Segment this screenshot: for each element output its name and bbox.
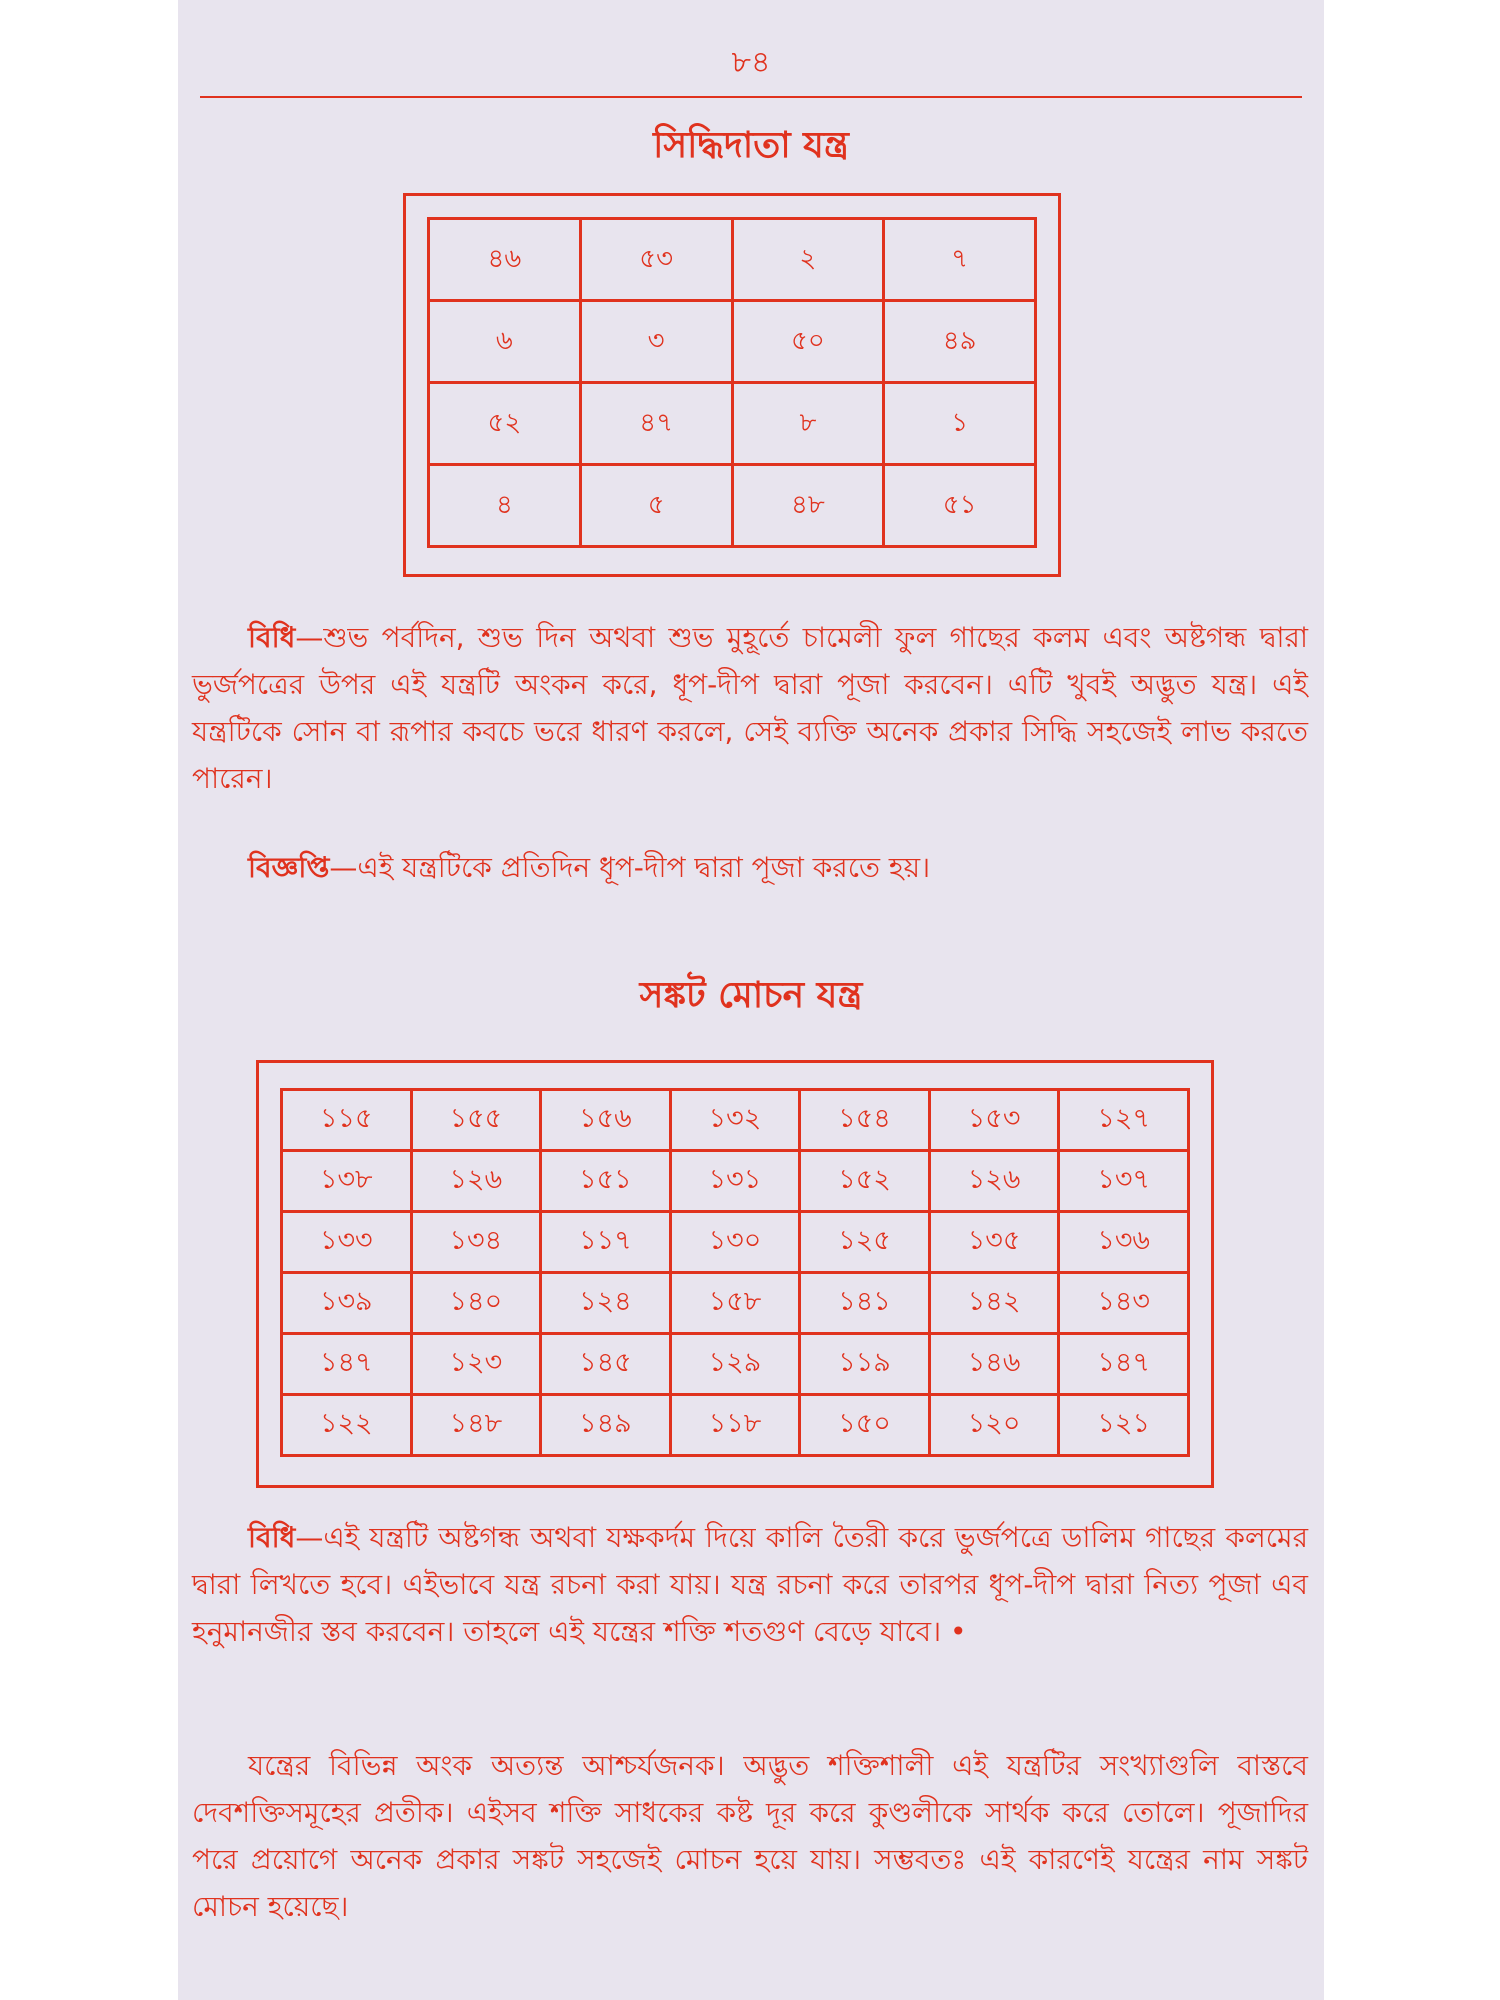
grid-cell: ১৩৭ <box>1059 1151 1189 1212</box>
grid-cell: ১৫৮ <box>670 1273 800 1334</box>
grid-cell: ১৪১ <box>800 1273 930 1334</box>
book-page <box>178 0 1324 2000</box>
header-rule <box>200 96 1302 98</box>
grid-cell: ১৩৬ <box>1059 1212 1189 1273</box>
section2-vidhi-text: —এই যন্ত্রটি অষ্টগন্ধ অথবা যক্ষকর্দম দিয়ে কালি তৈরী করে ভুর্জপত্রে ডালিম গাছের কলমের দ্বারা লিখতে হবে। এইভাবে যন্ত্র রচনা করা যায়। যন্ত্র রচনা করে তারপর ধূপ-দীপ দ্বারা নিত্য পূজা এব হনুমানজীর স্তব করবেন। তাহলে এই যন্ত্রের শক্তি শতগুণ বেড়ে যাবে। • <box>192 1521 1308 1648</box>
section1-note-heading: বিজ্ঞপ্তি <box>248 851 330 884</box>
grid-cell: ১২৬ <box>929 1151 1059 1212</box>
grid-cell: ১৫৪ <box>800 1090 930 1151</box>
grid-cell: ৪৮ <box>732 465 884 547</box>
grid-cell: ১১৯ <box>800 1334 930 1395</box>
grid-cell: ৪ <box>429 465 581 547</box>
grid-cell: ৫২ <box>429 383 581 465</box>
grid-row <box>429 465 1036 547</box>
grid-cell: ১১৫ <box>282 1090 412 1151</box>
section1-vidhi-heading: বিধি <box>248 621 296 654</box>
page-number: ৮৪ <box>731 45 771 80</box>
section2-vidhi-heading: বিধি <box>248 1521 296 1554</box>
grid-cell: ১১৮ <box>670 1395 800 1456</box>
grid-cell: ১১৭ <box>541 1212 671 1273</box>
grid-row <box>282 1212 1189 1273</box>
section1-yantra-grid <box>427 217 1037 548</box>
grid-cell: ১৩৩ <box>282 1212 412 1273</box>
section1-title: সিদ্ধিদাতা যন্ত্র <box>653 125 849 166</box>
grid-cell: ১৪৭ <box>282 1334 412 1395</box>
grid-cell: ৫ <box>580 465 732 547</box>
grid-cell: ১৩৯ <box>282 1273 412 1334</box>
section1-note-text: —এই যন্ত্রটিকে প্রতিদিন ধূপ-দীপ দ্বারা পূজা করতে হয়। <box>329 851 931 884</box>
section2-vidhi-paragraph <box>192 1514 1308 1655</box>
grid-row <box>282 1334 1189 1395</box>
section2-title: সঙ্কট মোচন যন্ত্র <box>639 975 863 1016</box>
grid-row <box>429 383 1036 465</box>
grid-cell: ৭ <box>884 219 1036 301</box>
grid-cell: ১৫৫ <box>411 1090 541 1151</box>
grid-cell: ১৫০ <box>800 1395 930 1456</box>
grid-cell: ১২৫ <box>800 1212 930 1273</box>
grid-cell: ১৪৩ <box>1059 1273 1189 1334</box>
grid-row <box>282 1273 1189 1334</box>
grid-cell: ১২৪ <box>541 1273 671 1334</box>
grid-cell: ১২৯ <box>670 1334 800 1395</box>
grid-cell: ১২২ <box>282 1395 412 1456</box>
grid-cell: ৫৩ <box>580 219 732 301</box>
grid-cell: ১৩২ <box>670 1090 800 1151</box>
grid-cell: ৬ <box>429 301 581 383</box>
grid-cell: ১৫৬ <box>541 1090 671 1151</box>
grid-cell: ১৩০ <box>670 1212 800 1273</box>
grid-cell: ১ <box>884 383 1036 465</box>
grid-cell: ১২০ <box>929 1395 1059 1456</box>
grid-cell: ১২৬ <box>411 1151 541 1212</box>
grid-cell: ১২১ <box>1059 1395 1189 1456</box>
grid-cell: ৮ <box>732 383 884 465</box>
section1-vidhi-text: —শুভ পর্বদিন, শুভ দিন অথবা শুভ মুহূর্তে চামেলী ফুল গাছের কলম এবং অষ্টগন্ধ দ্বারা ভুর্জপত্রের উপর এই যন্ত্রটি অংকন করে, ধূপ-দীপ দ্বারা পূজা করবেন। এটি খুবই অদ্ভুত যন্ত্র। এই যন্ত্রটিকে সোন বা রূপার কবচে ভরে ধারণ করলে, সেই ব্যক্তি অনেক প্রকার সিদ্ধি সহজেই লাভ করতে পারেন। <box>192 621 1308 795</box>
grid-row <box>429 219 1036 301</box>
grid-cell: ১৪৮ <box>411 1395 541 1456</box>
grid-cell: ৪৯ <box>884 301 1036 383</box>
grid-row <box>282 1395 1189 1456</box>
grid-cell: ১৩১ <box>670 1151 800 1212</box>
grid-cell: ১৩৫ <box>929 1212 1059 1273</box>
section2-yantra-grid <box>280 1088 1190 1457</box>
grid-cell: ১৩৮ <box>282 1151 412 1212</box>
grid-cell: ৩ <box>580 301 732 383</box>
grid-cell: ১৪৫ <box>541 1334 671 1395</box>
grid-cell: ১৪৭ <box>1059 1334 1189 1395</box>
grid-cell: ১৫৩ <box>929 1090 1059 1151</box>
grid-cell: ১৫২ <box>800 1151 930 1212</box>
grid-cell: ৫১ <box>884 465 1036 547</box>
grid-cell: ১৫১ <box>541 1151 671 1212</box>
section1-vidhi-paragraph <box>192 614 1308 802</box>
grid-cell: ১৪৯ <box>541 1395 671 1456</box>
grid-row <box>282 1090 1189 1151</box>
grid-cell: ১৪২ <box>929 1273 1059 1334</box>
grid-cell: ১২৭ <box>1059 1090 1189 1151</box>
grid-cell: ১৪০ <box>411 1273 541 1334</box>
grid-cell: ১২৩ <box>411 1334 541 1395</box>
grid-cell: ৪৬ <box>429 219 581 301</box>
section1-note-paragraph <box>192 844 1308 891</box>
grid-cell: ১৪৬ <box>929 1334 1059 1395</box>
grid-cell: ২ <box>732 219 884 301</box>
grid-cell: ১৩৪ <box>411 1212 541 1273</box>
grid-row <box>282 1151 1189 1212</box>
grid-cell: ৫০ <box>732 301 884 383</box>
grid-row <box>429 301 1036 383</box>
section2-closing-paragraph: যন্ত্রের বিভিন্ন অংক অত্যন্ত আশ্চর্যজনক। অদ্ভুত শক্তিশালী এই যন্ত্রটির সংখ্যাগুলি বাস্তবে দেবশক্তিসমূহের প্রতীক। এইসব শক্তি সাধকের কষ্ট দূর করে কুণ্ডলীকে সার্থক করে তোলে। পূজাদির পরে প্রয়োগে অনেক প্রকার সঙ্কট সহজেই মোচন হয়ে যায়। সম্ভবতঃ এই কারণেই যন্ত্রের নাম সঙ্কট মোচন হয়েছে। <box>192 1749 1308 1923</box>
grid-cell: ৪৭ <box>580 383 732 465</box>
